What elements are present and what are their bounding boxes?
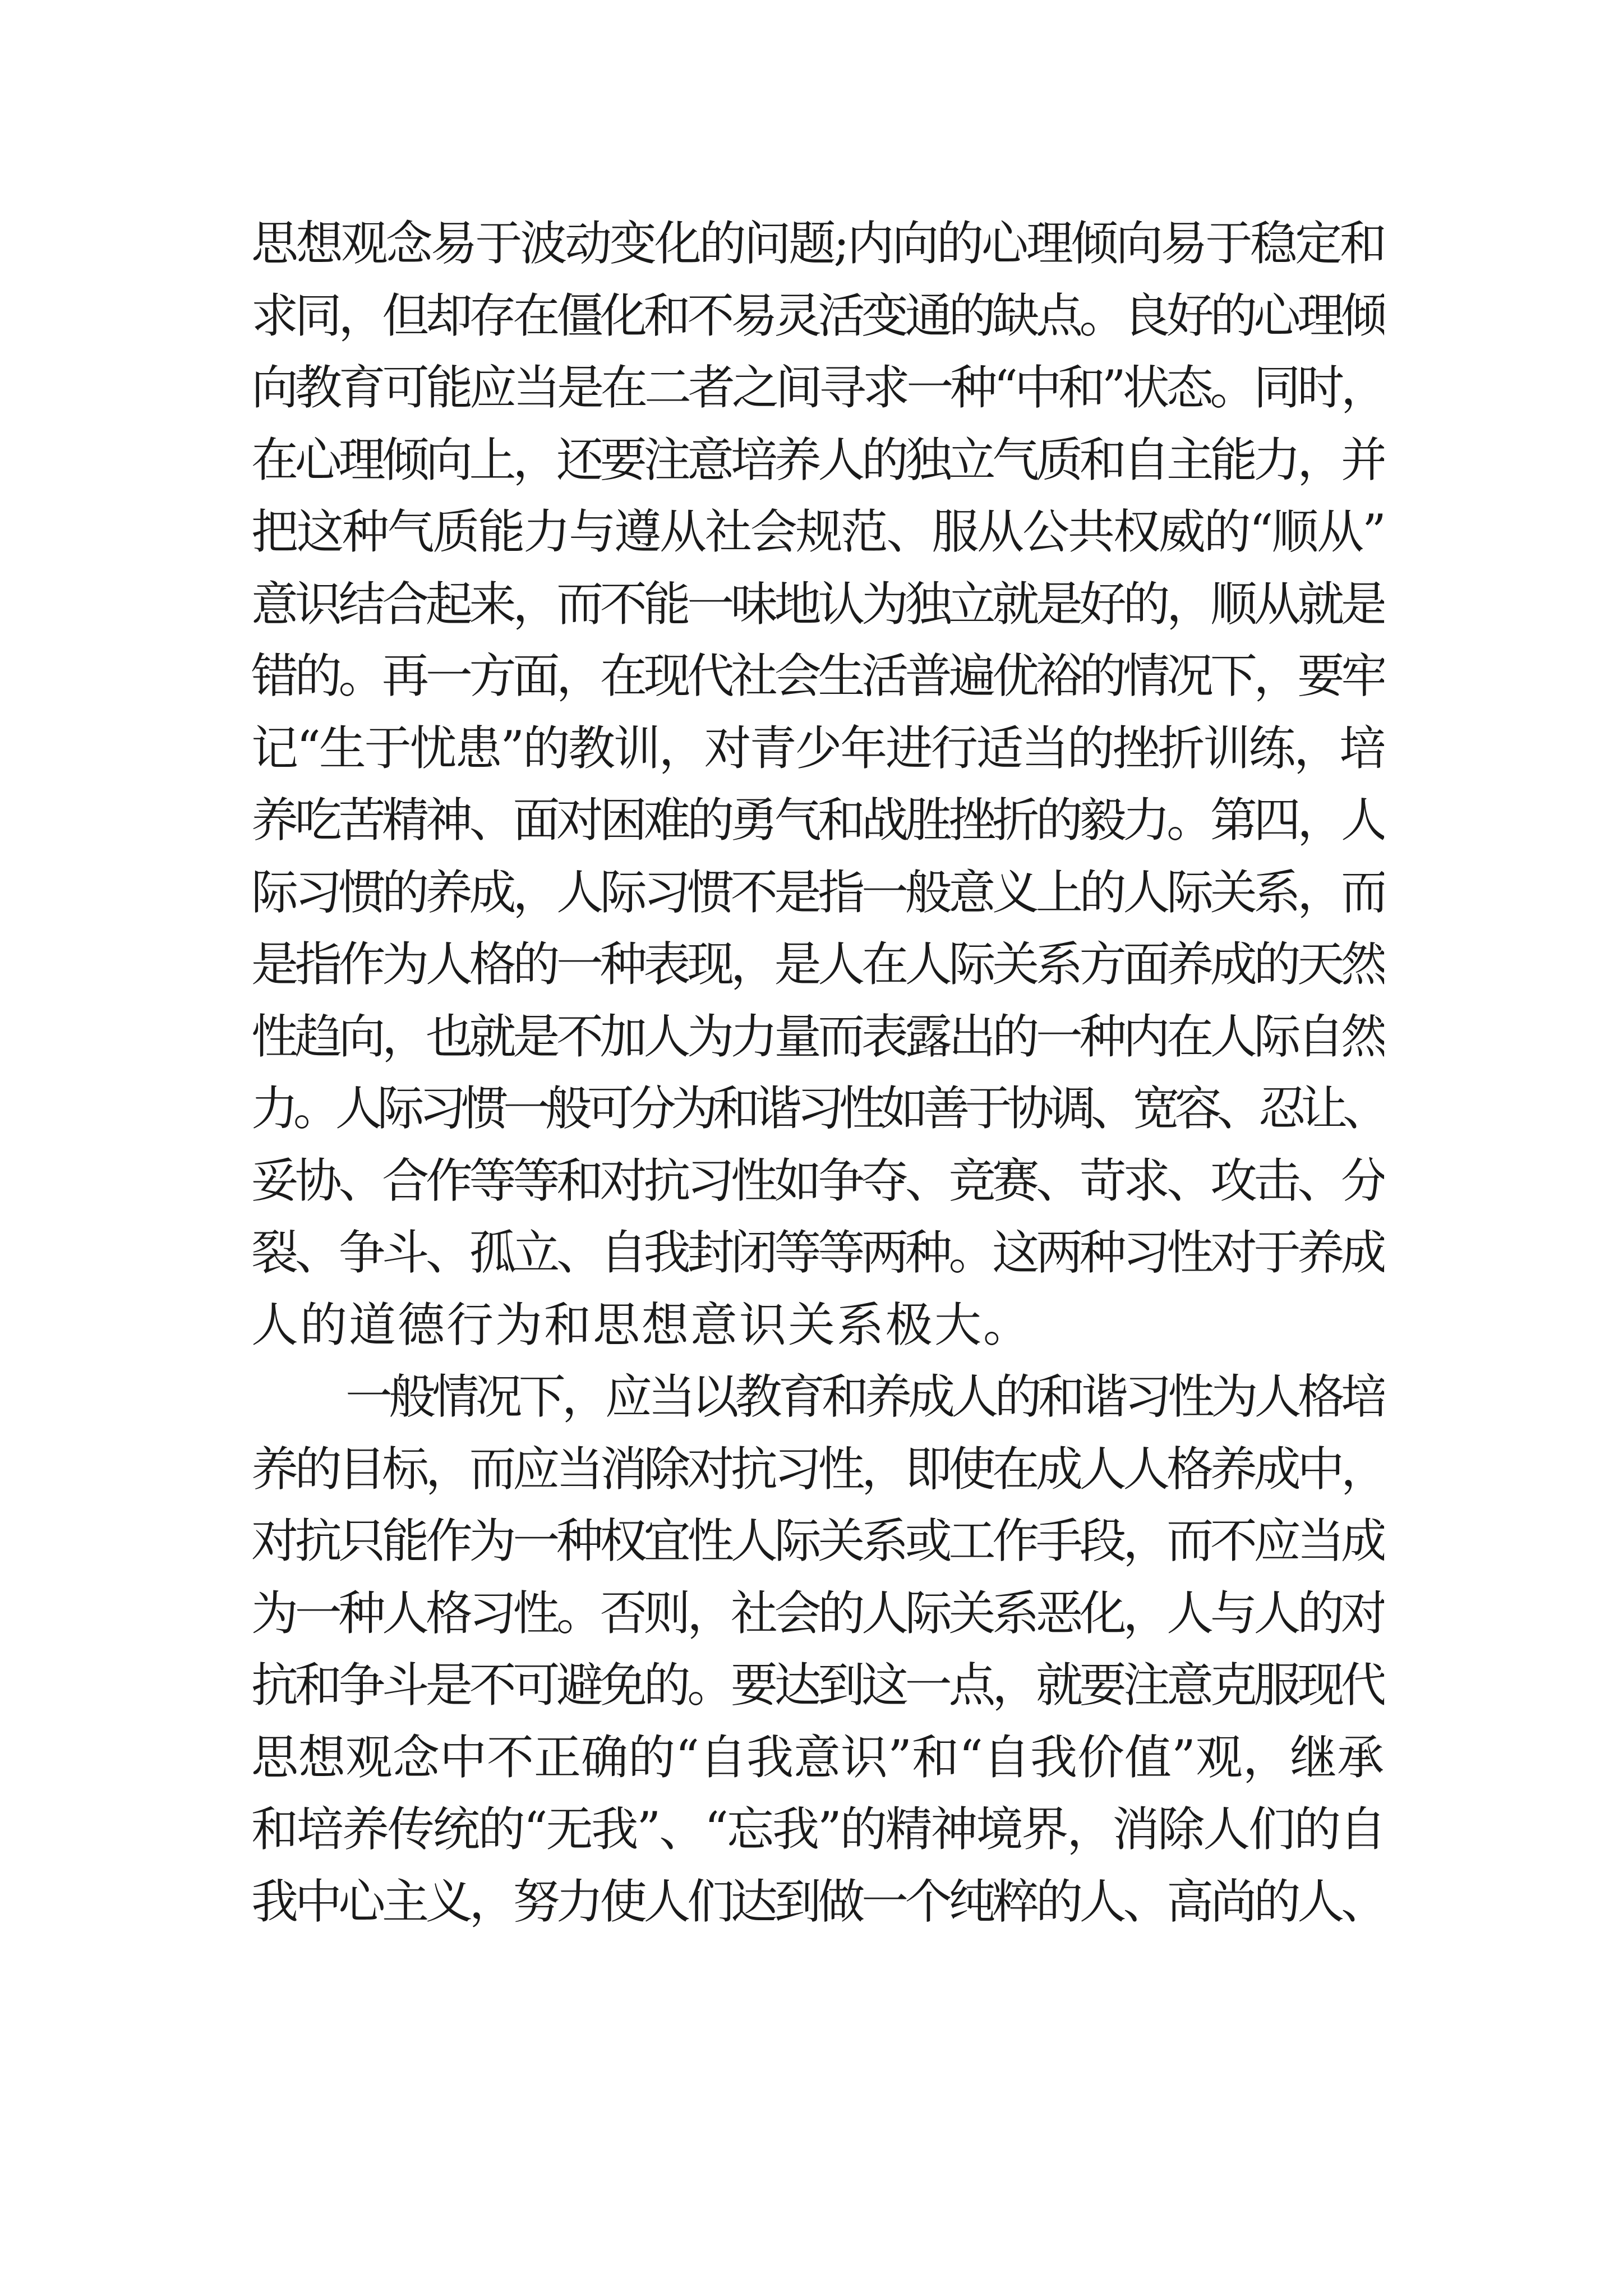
- text-line: 把这种气质能力与遵从社会规范、服从公共权威的“顺从”: [251, 504, 1384, 559]
- text-line: 际习惯的养成，人际习惯不是指一般意义上的人际关系，而: [251, 864, 1384, 920]
- text-line: 对抗只能作为一种权宜性人际关系或工作手段，而不应当成: [251, 1513, 1384, 1568]
- text-line: 养的目标，而应当消除对抗习性，即使在成人人格养成中，: [251, 1441, 1384, 1497]
- text-line: 求同，但却存在僵化和不易灵活变通的缺点。良好的心理倾: [251, 288, 1384, 343]
- text-line: 是指作为人格的一种表现，是人在人际关系方面养成的天然: [251, 937, 1384, 992]
- text-line: 养吃苦精神、面对困难的勇气和战胜挫折的毅力。第四，人: [251, 793, 1384, 848]
- body-text: [251, 208, 1384, 1938]
- text-line: 思想观念中不正确的“自我意识”和“自我价值”观，继承: [251, 1729, 1384, 1785]
- text-line: 为一种人格习性。否则，社会的人际关系恶化，人与人的对: [251, 1585, 1384, 1641]
- text-line: 在心理倾向上，还要注意培养人的独立气质和自主能力，并: [251, 432, 1384, 487]
- text-line: 思想观念易于波动变化的问题;内向的心理倾向易于稳定和: [251, 216, 1384, 271]
- text-line: 意识结合起来，而不能一味地认为独立就是好的，顺从就是: [251, 576, 1384, 632]
- text-line: 抗和争斗是不可避免的。要达到这一点，就要注意克服现代: [251, 1658, 1384, 1713]
- text-line: 一般情况下，应当以教育和养成人的和谐习性为人格培: [345, 1369, 1384, 1424]
- text-line: 向教育可能应当是在二者之间寻求一种“中和”状态。同时，: [251, 360, 1384, 415]
- text-line: 我中心主义，努力使人们达到做一个纯粹的人、高尚的人、: [251, 1874, 1384, 1929]
- text-line: 人的道德行为和思想意识关系极大。: [251, 1297, 1032, 1352]
- text-line: 裂、争斗、孤立、自我封闭等等两种。这两种习性对于养成: [251, 1225, 1384, 1280]
- text-line: 记“生于忧患”的教训，对青少年进行适当的挫折训练，培: [251, 720, 1384, 776]
- text-line: 错的。再一方面，在现代社会生活普遍优裕的情况下，要牢: [251, 648, 1384, 703]
- text-line: 性趋向，也就是不加人为力量而表露出的一种内在人际自然: [251, 1009, 1384, 1064]
- text-line: 和培养传统的“无我”、“忘我”的精神境界，消除人们的自: [251, 1802, 1384, 1857]
- text-line: 力。人际习惯一般可分为和谐习性如善于协调、宽容、忍让、: [251, 1081, 1384, 1136]
- text-line: 妥协、合作等等和对抗习性如争夺、竞赛、苛求、攻击、分: [251, 1153, 1384, 1208]
